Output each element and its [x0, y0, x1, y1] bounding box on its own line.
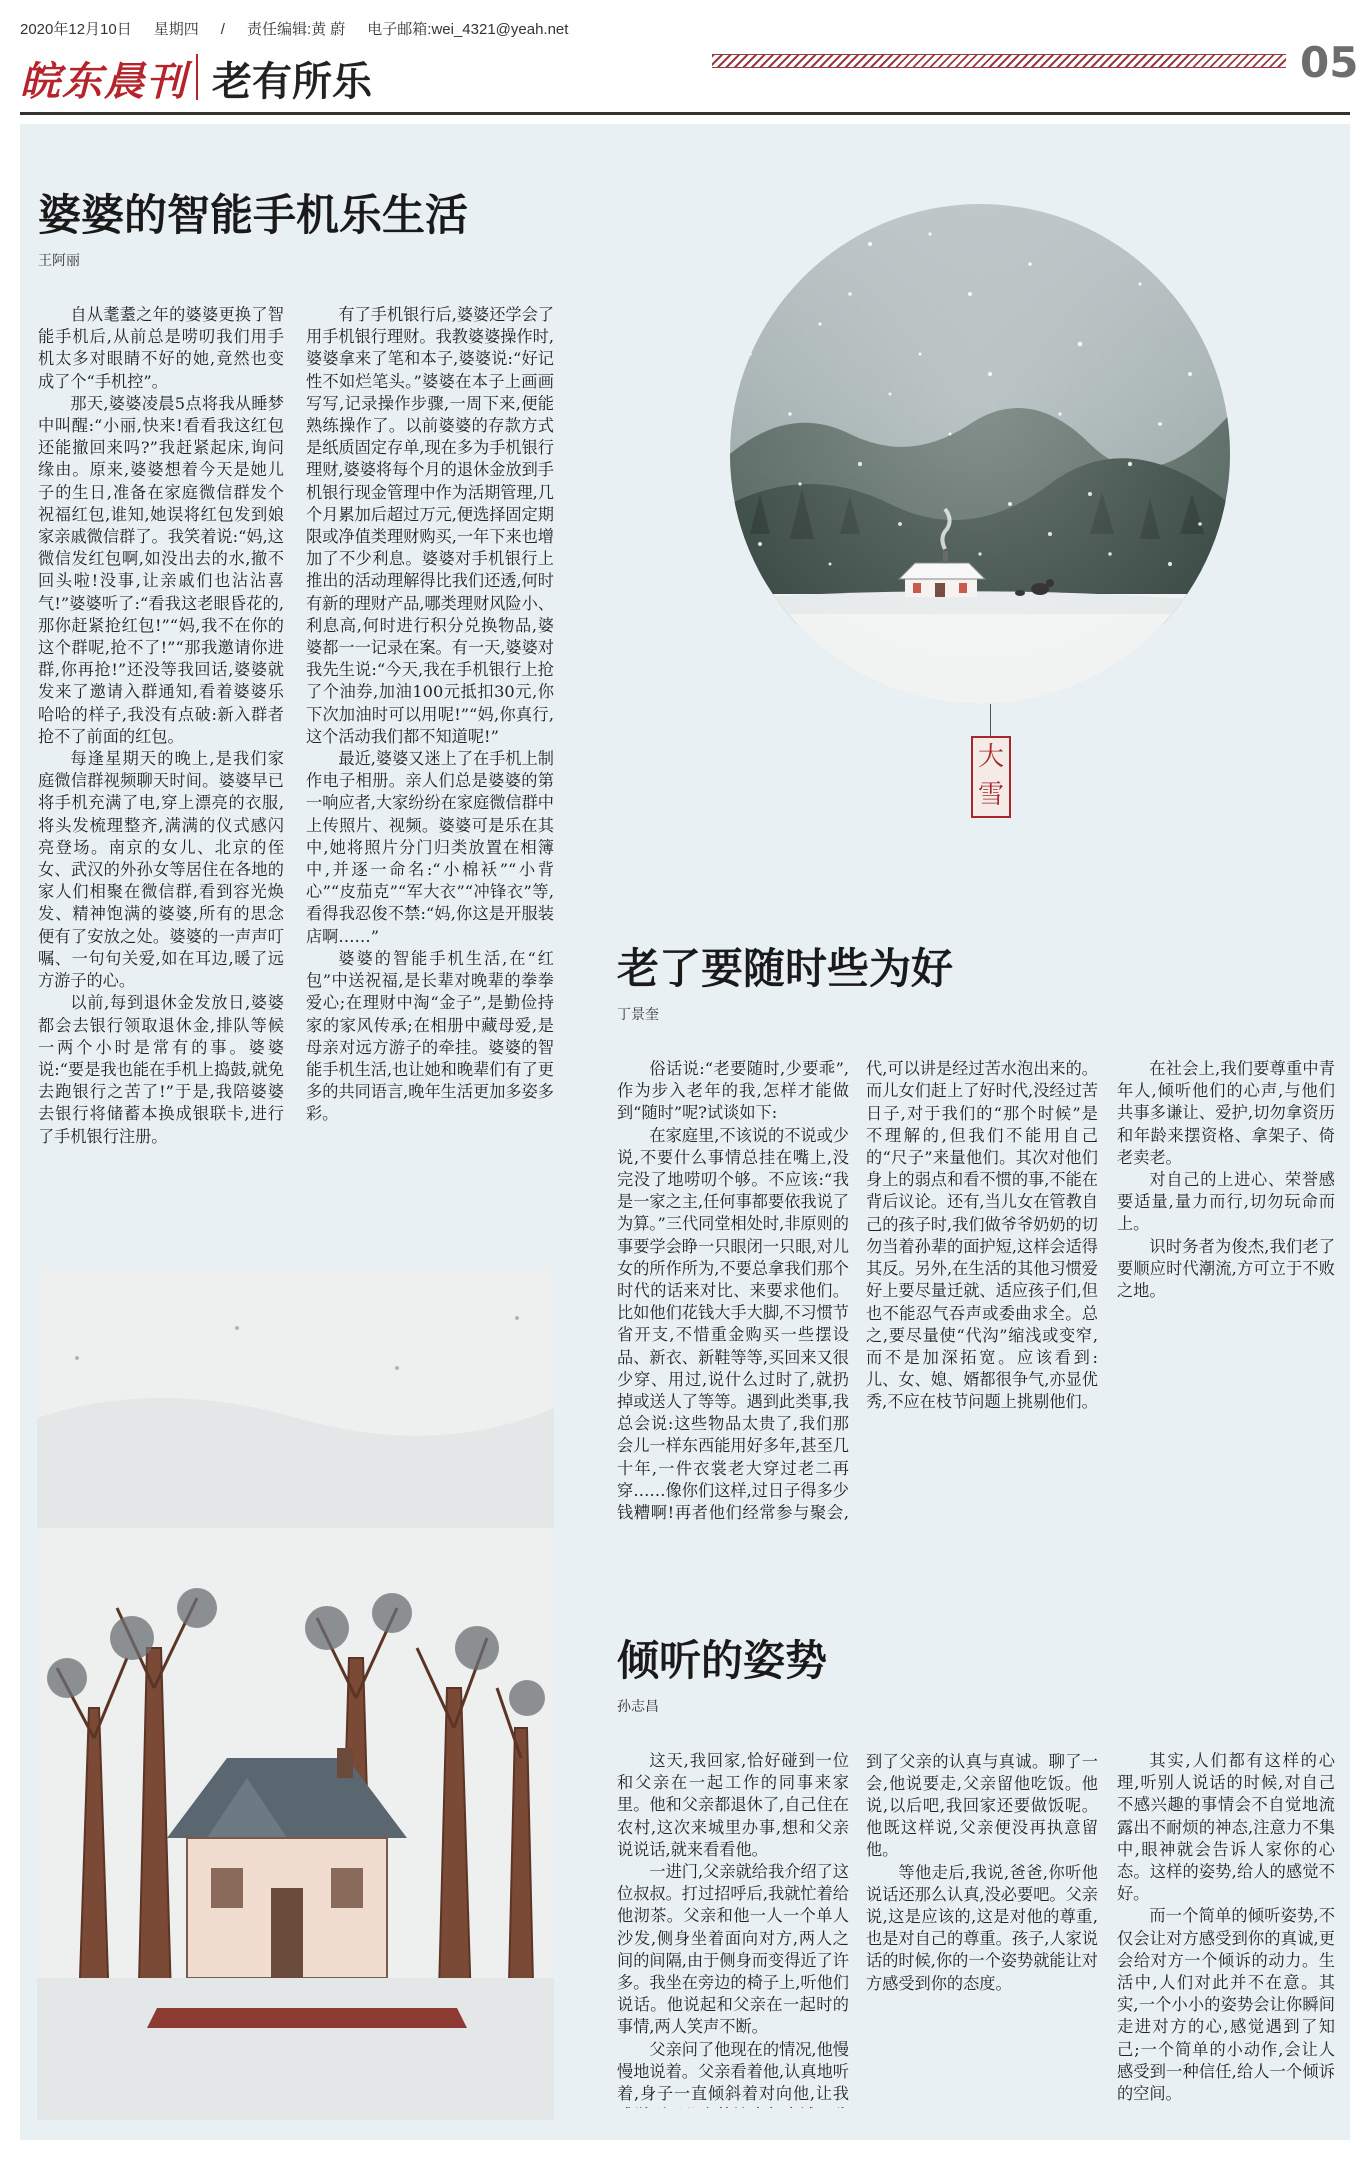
article-2-column-2 [866, 1058, 1098, 1524]
article-paragraph: 每逢星期天的晚上,是我们家庭微信群视频聊天时间。婆婆早已将手机充满了电,穿上漂亮的衣服,将头发梳理整齐,满满的仪式感闪亮登场。南京的女儿、北京的侄女、武汉的外孙女等居住在各地的家人们相聚在微信群,看到容光焕发、精神饱满的婆婆,所有的思念便有了安放之处。婆婆的一声声叮嘱、一句句关爱,如在耳边,暖了远方游子的心。 [38, 749, 284, 991]
seal-connector-line [990, 704, 991, 736]
article-paragraph: 代,可以讲是经过苦水泡出来的。而儿女们赶上了好时代,没经过苦日子,对于我们的“那个时候”是不理解的,但我们不能用自己的“尺子”来量他们。其次对他们身上的弱点和看不惯的事,不能在背后议论。还有,当儿女在管教自己的孩子时,我们做爷爷奶奶的切勿当着孙辈的面护短,这样会适得其反。另外,在生活的其他习惯爱好上要尽量迁就、适应孩子们,但也不能忍气吞声或委曲求全。总之,要尽量使“代沟”缩浅或变窄,而不是加深拓宽。应该看到:儿、女、媳、婿都很争气,亦显优秀,不应在枝节问题上挑剔他们。 [866, 1059, 1098, 1412]
article-paragraph: 在社会上,我们要尊重中青年人,倾听他们的心声,与他们共事多谦让、爱护,切勿拿资历和年龄来摆资格、拿架子、倚老卖老。 [1117, 1059, 1335, 1167]
article-paragraph: 等他走后,我说,爸爸,你听他说话还那么认真,没必要吧。父亲说,这是应该的,这是对他的尊重,也是对自己的尊重。孩子,人家说话的时候,你的一个姿势就能让对方感受到你的态度。 [866, 1862, 1098, 1993]
article-1-column-2 [306, 304, 554, 1216]
article-paragraph: 识时务者为俊杰,我们老了要顺应时代潮流,方可立于不败之地。 [1117, 1236, 1335, 1301]
article-1-author: 王阿丽 [38, 253, 80, 269]
issue-date: 2020年12月10日 [20, 21, 132, 38]
article-paragraph: 那天,婆婆凌晨5点将我从睡梦中叫醒:“小丽,快来!看看我这红包还能撤回来吗?”我赶紧起床,询问缘由。原来,婆婆想着今天是她儿子的生日,准备在家庭微信群发个祝福红包,谁知,她误将红包发到娘家亲戚微信群了。我笑着说:“妈,这微信发红包啊,如没出去的水,撤不回头啦!没事,让亲戚们也沾沾喜气!”婆婆听了:“看我这老眼昏花的,那你赶紧抢红包!”“妈,我不在你的这个群呢,抢不了!”“那我邀请你进群,你再抢!”还没等我回话,婆婆就发来了邀请入群通知,看着婆婆乐哈哈的样子,我没有点破:新入群者抢不了前面的红包。 [38, 393, 284, 746]
page-number: 05 [1300, 38, 1359, 87]
header-info [20, 18, 590, 40]
article-paragraph: 而一个简单的倾听姿势,不仅会让对方感受到你的真诚,更会给对方一个倾诉的动力。生活中,人们对此并不在意。其实,一个小小的姿势会让你瞬间走进对方的心,感觉遇到了知己;一个简单的小动作,会让人感受到一种信任,给人一个倾诉的空间。 [1117, 1906, 1335, 2104]
snowy-village-illustration-icon [730, 204, 1230, 704]
article-paragraph: 其实,人们都有这样的心理,听别人说话的时候,对自己不感兴趣的事情会不自觉地流露出不耐烦的神态,注意力不集中,眼神就会告诉人家你的心态。这样的姿势,给人的感觉不好。 [1117, 1751, 1335, 1904]
article-2-title: 老了要随时些为好 [617, 944, 954, 993]
header-divider: / [220, 21, 225, 38]
article-paragraph: 婆婆的智能手机生活,在“红包”中送祝福,是长辈对晚辈的拳拳爱心;在理财中淘“金子”,是勤俭持家的家风传承;在相册中藏母爱,是母亲对远方游子的牵挂。婆婆的智能手机生活,也让她和晚辈们有了更多的共同语言,晚年生活更加多姿多彩。 [306, 948, 554, 1124]
article-paragraph: 在家庭里,不该说的不说或少说,不要什么事情总挂在嘴上,没完没了地唠叨个够。不应该:“我是一家之主,任何事都要依我说了为算。”三代同堂相处时,非原则的事要学会睁一只眼闭一只眼,对儿女的所作所为,不要总拿我们那个时代的话来对比、来要求他们。比如他们花钱大手大脚,不习惯节省开支,不惜重金购买一些摆设品、新衣、新鞋等等,买回来又很少穿、用过,说什么过时了,就扔掉或送人了等等。遇到此类事,我总会说:这些物品太贵了,我们那会儿一样东西能用好多年,甚至几十年,一件衣裳老大穿过老二再穿……像你们这样,过日子得多少钱糟啊!再者他们经常参与聚会, [617, 1125, 849, 1523]
article-paragraph: 这天,我回家,恰好碰到一位和父亲在一起工作的同事来家里。他和父亲都退休了,自己住在农村,这次来城里办事,想和父亲说说话,就来看看他。 [617, 1751, 849, 1859]
article-paragraph: 有了手机银行后,婆婆还学会了用手机银行理财。我教婆婆操作时,婆婆拿来了笔和本子,婆婆说:“好记性不如烂笔头。”婆婆在本子上画画写写,记录操作步骤,一周下来,便能熟练操作了。以前婆婆的存款方式是纸质固定存单,现在多为手机银行理财,婆婆将每个月的退休金放到手机银行现金管理中作为活期管理,几个月累加后超过万元,便选择固定期限或净值类理财购买,一年下来也增加了不少利息。婆婆对手机银行上推出的活动理解得比我们还透,何时有新的理财产品,哪类理财风险小、利息高,何时进行积分兑换物品,婆婆都一一记录在案。有一天,婆婆对我先生说:“今天,我在手机银行上抢了个油券,加油100元抵扣30元,你下次加油时可以用呢!”“妈,你真行,这个活动我们都不知道呢!” [306, 305, 554, 746]
article-paragraph: 以前,每到退休金发放日,婆婆都会去银行领取退休金,排队等候一两个小时是常有的事。婆婆说:“要是我也能在手机上捣鼓,就免去跑银行之苦了!”于是,我陪婆婆去银行将储蓄本换成银联卡,进行了手机银行注册。 [38, 993, 284, 1146]
article-2-author: 丁景奎 [617, 1007, 659, 1023]
snow-scene-illustration [730, 204, 1230, 704]
issue-weekday: 星期四 [153, 21, 199, 38]
masthead [20, 38, 1359, 110]
editor-email: 电子邮箱:wei_4321@yeah.net [367, 21, 569, 38]
winter-house-illustration [37, 1268, 554, 2120]
article-2-column-1 [617, 1058, 849, 1524]
editor-credit: 责任编辑:黄 蔚 [246, 21, 346, 38]
article-3-column-3 [1117, 1750, 1335, 2108]
section-title: 老有所乐 [212, 59, 372, 105]
seal-stamp-text: 大雪 [977, 742, 1004, 810]
article-3-column-1 [617, 1750, 849, 2108]
article-paragraph: 父亲问了他现在的情况,他慢慢地说着。父亲看着他,认真地听着,身子一直倾斜着对向他,让我 [617, 2039, 849, 2104]
article-1-title: 婆婆的智能手机乐生活 [38, 191, 468, 241]
article-3-author: 孙志昌 [617, 1699, 659, 1715]
masthead-rule [20, 112, 1350, 115]
article-paragraph: 到了父亲的认真与真诚。聊了一会,他说要走,父亲留他吃饭。他说,以后吧,我回家还要做饭呢。他既这样说,父亲便没再执意留他。 [866, 1751, 1098, 1860]
article-3-column-2 [866, 1750, 1098, 2108]
article-3-title: 倾听的姿势 [617, 1636, 828, 1685]
newspaper-logo: 皖东晨刊 [20, 58, 188, 105]
article-paragraph: 一进门,父亲就给我介绍了这位叔叔。打过招呼后,我就忙着给他沏茶。父亲和他一人一个单人沙发,侧身坐着面向对方,两人之间的间隔,由于侧身而变得近了许多。我坐在旁边的椅子上,听他们说话。他说起和父亲在一起时的事情,两人笑声不断。 [617, 1862, 849, 2037]
article-paragraph: 最近,婆婆又迷上了在手机上制作电子相册。亲人们总是婆婆的第一响应者,大家纷纷在家庭微信群中上传照片、视频。婆婆可是乐在其中,她将照片分门归类放置在相簿中,并逐一命名:“小棉袄”“小背心”“皮茄克”“军大衣”“冲锋衣”等,看得我忍俊不禁:“妈,你这是开服装店啊……” [306, 749, 554, 946]
winter-house-illustration-icon [37, 1268, 554, 2120]
seal-stamp [971, 736, 1011, 818]
masthead-separator [196, 54, 198, 100]
article-1-column-1 [38, 304, 284, 1216]
article-paragraph: 对自己的上进心、荣誉感要适量,量力而行,切勿玩命而上。 [1117, 1170, 1335, 1234]
article-2-column-3 [1117, 1058, 1335, 1524]
article-paragraph: 俗话说:“老要随时,少要乖”,作为步入老年的我,怎样才能做到“随时”呢?试谈如下: [617, 1059, 849, 1123]
article-paragraph: 自从耄耋之年的婆婆更换了智能手机后,从前总是唠叨我们用手机太多对眼睛不好的她,竟然也变成了个“手机控”。 [38, 305, 284, 391]
decorative-hatch-bar [712, 54, 1286, 68]
